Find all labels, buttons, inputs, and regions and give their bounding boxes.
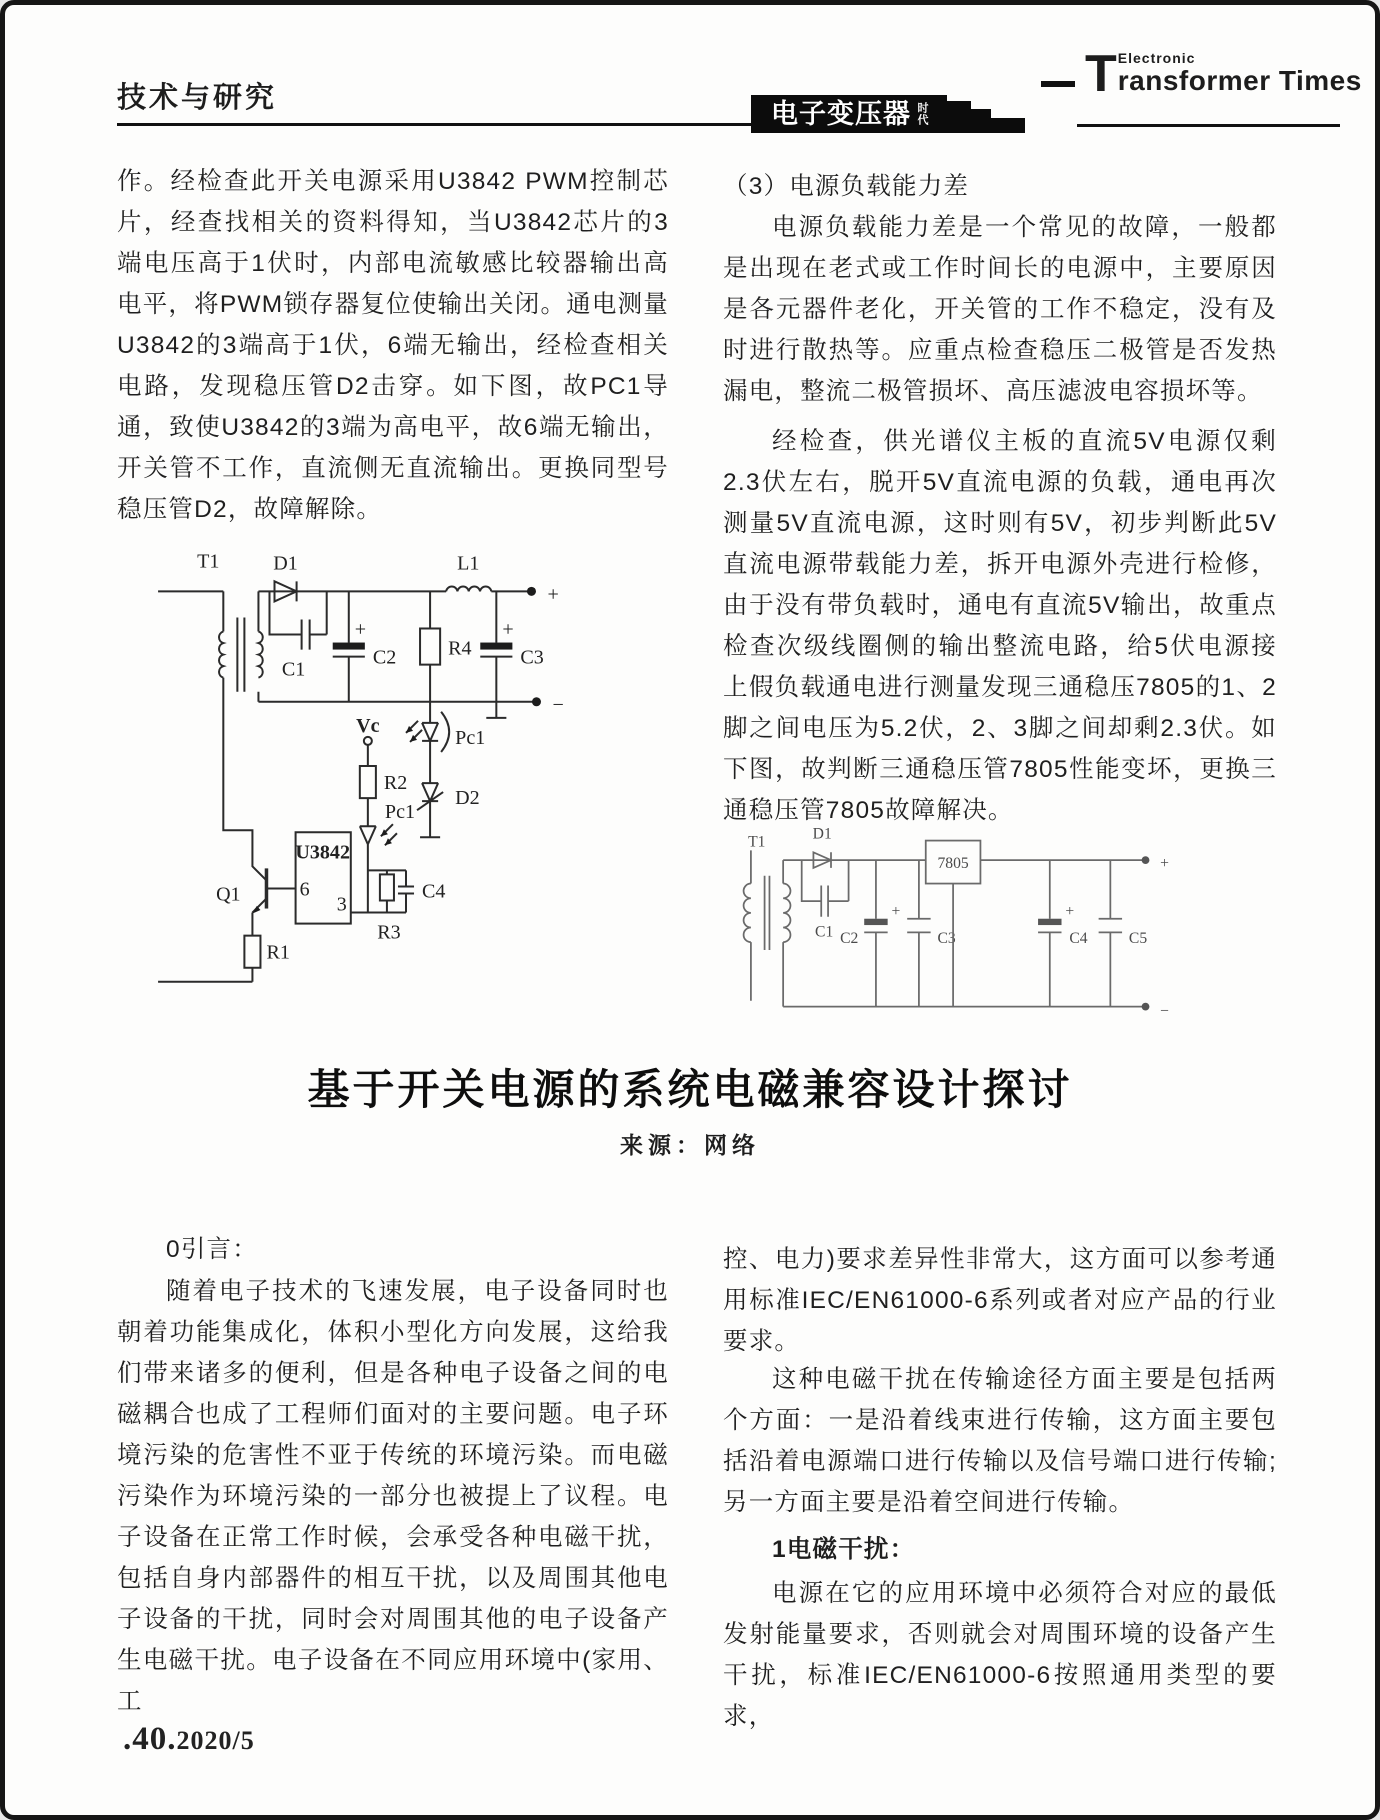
minus-output-label: − (552, 693, 564, 716)
secondary-winding (258, 632, 262, 678)
secondary-winding (783, 884, 790, 943)
minus-terminal (532, 697, 541, 706)
label-pin3: 3 (336, 893, 347, 916)
plus-output-label: + (547, 583, 559, 606)
article1-right-paragraph-2: 经检查，供光谱仪主板的直流5V电源仅剩2.3伏左右，脱开5V直流电源的负载，通电再次测量5V直流电源，这时则有5V，初步判断此5V直流电源带载能力差，拆开电源外壳进行检修，由于没有带负载时，通电有直流5V输出，故重点检查次级线圈侧的输出整流电路，给5伏电源接上假负载通电进行测量发现三通稳压7805的1、2脚之间电压为5.2伏，2、3脚之间却剩2.3伏。如下图，故判断三通稳压管7805性能变坏，更换三通稳压管7805故障解决。 (723, 428, 1277, 824)
plus-sign-C2: + (354, 618, 367, 641)
label-C5: C5 (1128, 930, 1148, 948)
intro-heading: 0引言： (166, 1236, 258, 1263)
cap-C3 (907, 860, 930, 1007)
article-title: 基于开关电源的系统电磁兼容设计探讨 (307, 1066, 1073, 1113)
label-R4: R4 (448, 637, 472, 660)
journal-logo-en (1041, 45, 1362, 103)
article1-left-paragraph: 作。经检查此开关电源采用U3842 PWM控制芯片，经查找相关的资料得知，当U3842芯片的3端电压高于1伏时，内部电流敏感比较器输出高电平，将PWM锁存器复位使输出关闭。通电测量U3842的3端高于1伏，6端无输出，经检查相关电路，发现稳压管D2击穿。如下图，故PC1导通，致使U3842的3端为高电平，故6端无输出，开关管不工作，直流侧无直流输出。更换同型号稳压管D2，故障解除。 (117, 168, 669, 523)
article2-right-paragraph-2: 这种电磁干扰在传输途径方面主要是包括两个方面：一是沿着线束进行传输，这方面主要包括沿着电源端口进行传输以及信号端口进行传输;另一方面主要是沿着空间进行传输。 (723, 1366, 1277, 1516)
resistor-R4 (420, 628, 440, 664)
zener-D2 (417, 783, 443, 837)
journal-name-cn: 电子变压器 (771, 98, 911, 129)
plus-sign-C2: + (891, 902, 901, 920)
cap-C3 (480, 591, 512, 717)
transformer-core (237, 617, 244, 691)
label-T1: T1 (748, 833, 766, 851)
label-Pc1-detector: Pc1 (384, 801, 416, 824)
label-D2: D2 (455, 787, 480, 810)
cap-C5 (1099, 860, 1122, 1007)
journal-name-cn-sub: 时代 (916, 102, 928, 126)
label-C3: C3 (937, 930, 956, 948)
label-C3: C3 (520, 646, 544, 669)
article2-right-paragraph-3: 电源在它的应用环境中必须符合对应的最低发射能量要求，否则就会对周围环境的设备产生干扰，标准IEC/EN61000-6按照通用类型的要求， (723, 1580, 1277, 1730)
article2-left-paragraph: 随着电子技术的飞速发展，电子设备同时也朝着功能集成化，体积小型化方向发展，这给我们带来诸多的便利，但是各种电子设备之间的电磁耦合也成了工程师们面对的主要问题。电子环境污染的危害性不亚于传统的环境污染。而电磁污染作为环境污染的一部分也被提上了议程。电子设备在正常工作时候，会承受各种电磁干扰，包括自身内部器件的相互干扰，以及周围其他电子设备的干扰，同时会对周围其他的电子设备产生电磁干扰。电子设备在不同应用环境中(家用、工 (117, 1278, 669, 1715)
resistor-R1 (244, 936, 260, 968)
inductor-L1 (446, 587, 491, 592)
emi-heading: 1电磁干扰： (772, 1536, 916, 1563)
cap-C2 (864, 860, 887, 1007)
plus-sign-C3: + (502, 618, 514, 641)
label-Vc: Vc (356, 714, 380, 737)
page-number: .40. (123, 1721, 177, 1757)
label-D1: D1 (273, 552, 298, 575)
transformer-core (765, 876, 770, 950)
journal-en-top: Electronic (1117, 50, 1196, 66)
label-Q1: Q1 (216, 883, 241, 906)
article-source: 来源：网络 (620, 1132, 760, 1158)
section-label: 技术与研究 (117, 82, 278, 114)
plus-terminal (527, 587, 536, 596)
plus-output-label: + (1160, 854, 1169, 872)
dash-icon (1041, 81, 1075, 87)
label-R3: R3 (377, 921, 401, 944)
label-D1: D1 (812, 825, 832, 843)
label-T1: T1 (197, 550, 220, 573)
primary-winding (219, 632, 223, 678)
label-C2: C2 (840, 930, 859, 948)
minus-output-label: − (1160, 1002, 1169, 1020)
label-C4: C4 (422, 880, 446, 903)
journal-logo-cn (751, 95, 947, 133)
logo-step-decoration (991, 118, 1025, 133)
label-L1: L1 (457, 552, 480, 575)
issue-number: 2020/5 (176, 1726, 255, 1755)
journal-en-rest: ransformer Times (1117, 65, 1362, 96)
flyback-circuit-diagram (138, 539, 675, 991)
label-C1: C1 (815, 923, 834, 941)
regulator-7805-circuit-diagram (727, 823, 1187, 1033)
label-C2: C2 (372, 646, 397, 669)
header-rule-right (1077, 124, 1340, 127)
logo-step-decoration (945, 101, 971, 133)
article1-right-paragraph-1: 电源负载能力差是一个常见的故障，一般都是出现在老式或工作时间长的电源中，主要原因是各元器件老化，开关管的工作不稳定，没有及时进行散热等。应重点检查稳压二极管是否发热漏电，整流二极管损坏、高压滤波电容损坏等。 (723, 214, 1277, 405)
label-R1: R1 (266, 941, 290, 964)
label-7805: 7805 (937, 854, 969, 872)
journal-en-initial: T (1085, 45, 1117, 103)
minus-terminal (1142, 1003, 1150, 1011)
resistor-R2 (360, 766, 376, 798)
label-U3842: U3842 (295, 841, 351, 864)
label-C1: C1 (281, 658, 306, 681)
label-Pc1-led: Pc1 (455, 726, 486, 749)
optocoupler-arc (441, 712, 449, 752)
plus-terminal (1142, 856, 1150, 864)
vc-terminal (364, 737, 372, 745)
cap-C4 (1038, 860, 1061, 1007)
cap-C1 (802, 860, 849, 917)
resistor-R3 (380, 874, 394, 900)
header-rule-left (117, 123, 751, 126)
label-pin6: 6 (299, 878, 310, 901)
article2-right-paragraph-1: 控、电力)要求差异性非常大，这方面可以参考通用标准IEC/EN61000-6系列或者对应产品的行业要求。 (723, 1246, 1277, 1355)
label-C4: C4 (1069, 930, 1088, 948)
label-R2: R2 (383, 772, 408, 795)
article1-section-heading: （3）电源负载能力差 (723, 173, 970, 200)
logo-step-decoration (971, 109, 991, 133)
plus-sign-C4: + (1065, 902, 1075, 920)
page-footer (123, 1721, 255, 1758)
primary-winding (744, 884, 751, 943)
